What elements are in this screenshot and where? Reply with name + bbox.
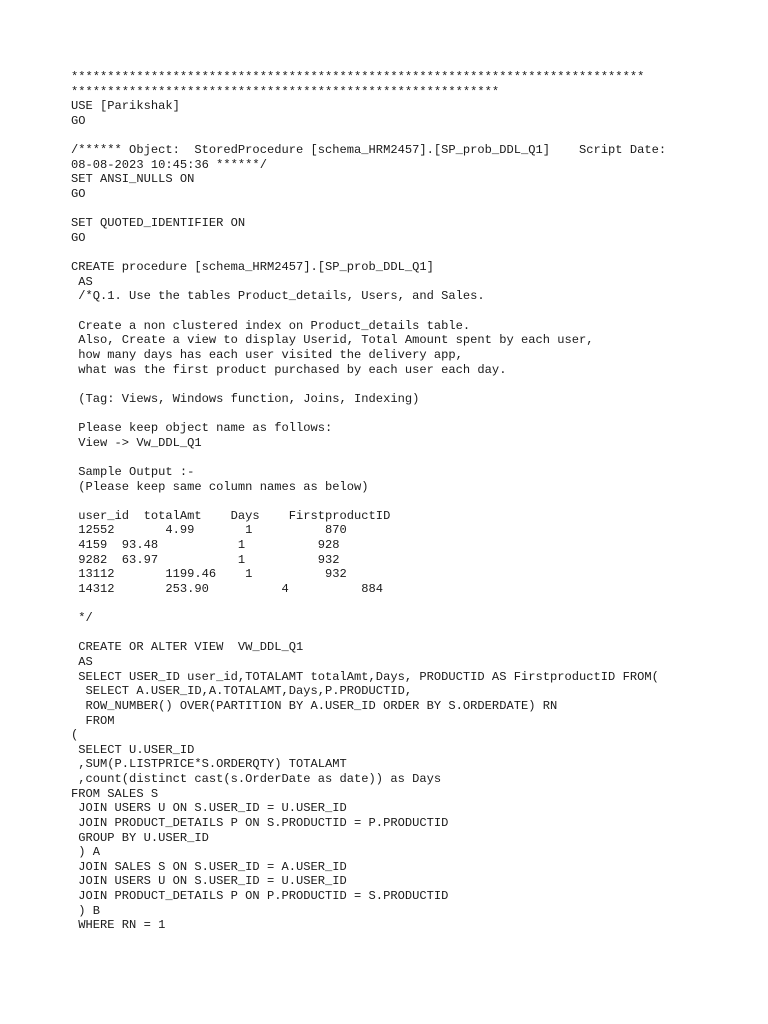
code-line	[71, 129, 731, 144]
code-line: JOIN USERS U ON S.USER_ID = U.USER_ID	[71, 874, 347, 889]
code-line: what was the first product purchased by each user each day.	[71, 362, 507, 377]
code-line: ,count(distinct cast(s.OrderDate as date)) as Days	[71, 772, 442, 786]
code-line: SET ANSI_NULLS ON	[71, 172, 195, 187]
code-line: ,SUM(P.LISTPRICE*S.ORDERQTY) TOTALAMT	[71, 757, 347, 772]
code-line: (	[71, 728, 79, 743]
code-line: 12552 4.99 1 870	[71, 523, 347, 538]
code-line: CREATE OR ALTER VIEW VW_DDL_Q1	[71, 640, 304, 655]
code-line: GO	[71, 187, 86, 201]
code-line: ) A	[71, 845, 101, 860]
code-line: (Please keep same column names as below)	[71, 479, 369, 494]
code-line	[71, 597, 731, 612]
code-line	[71, 202, 731, 217]
code-line: GO	[71, 230, 86, 245]
code-line	[71, 494, 731, 509]
code-line: JOIN SALES S ON S.USER_ID = A.USER_ID	[71, 859, 347, 874]
code-line: AS	[71, 655, 93, 669]
code-line: FROM SALES S	[71, 786, 159, 801]
code-line: Create a non clustered index on Product_details table.	[71, 318, 471, 333]
code-line: AS	[71, 274, 93, 289]
code-line: 4159 93.48 1 928	[71, 538, 340, 552]
code-line: Please keep object name as follows:	[71, 421, 333, 435]
code-line	[71, 450, 731, 465]
document-body	[71, 70, 731, 933]
code-line: ) B	[71, 903, 101, 918]
code-line: GO	[71, 113, 86, 128]
code-line: Sample Output :-	[71, 464, 195, 479]
code-line: /*Q.1. Use the tables Product_details, Users, and Sales.	[71, 289, 485, 304]
code-line: JOIN USERS U ON S.USER_ID = U.USER_ID	[71, 801, 347, 816]
code-line: CREATE procedure [schema_HRM2457].[SP_prob_DDL_Q1]	[71, 260, 434, 275]
code-line: SET QUOTED_IDENTIFIER ON	[71, 216, 246, 231]
code-line: FROM	[71, 713, 115, 728]
code-line: WHERE RN = 1	[71, 918, 166, 933]
code-line: ***********************************************************	[71, 84, 500, 99]
code-line	[71, 626, 731, 641]
code-line: user_id totalAmt Days FirstproductID	[71, 508, 391, 523]
code-line: View -> Vw_DDL_Q1	[71, 435, 202, 450]
code-line: ROW_NUMBER() OVER(PARTITION BY A.USER_ID ORDER BY S.ORDERDATE) RN	[71, 698, 558, 713]
code-line: *******************************************************************************	[71, 70, 645, 84]
code-line: 9282 63.97 1 932	[71, 552, 340, 567]
code-line	[71, 246, 731, 261]
code-line: JOIN PRODUCT_DETAILS P ON P.PRODUCTID = S.PRODUCTID	[71, 889, 449, 903]
code-line	[71, 377, 731, 392]
code-line: Also, Create a view to display Userid, Total Amount spent by each user,	[71, 333, 594, 348]
code-line: 14312 253.90 4 884	[71, 581, 384, 596]
code-line: GROUP BY U.USER_ID	[71, 830, 209, 845]
code-line: /****** Object: StoredProcedure [schema_HRM2457].[SP_prob_DDL_Q1] Script Date:	[71, 143, 667, 158]
code-line: 08-08-2023 10:45:36 ******/	[71, 157, 267, 172]
code-line: SELECT USER_ID user_id,TOTALAMT totalAmt,Days, PRODUCTID AS FirstproductID FROM(	[71, 669, 659, 684]
code-line: (Tag: Views, Windows function, Joins, Indexing)	[71, 391, 420, 406]
code-line: USE [Parikshak]	[71, 99, 180, 114]
code-line: SELECT A.USER_ID,A.TOTALAMT,Days,P.PRODUCTID,	[71, 684, 413, 699]
code-line	[71, 304, 731, 319]
code-line: 13112 1199.46 1 932	[71, 567, 347, 582]
code-line: how many days has each user visited the delivery app,	[71, 347, 463, 362]
code-line: SELECT U.USER_ID	[71, 742, 195, 757]
code-line: JOIN PRODUCT_DETAILS P ON S.PRODUCTID = P.PRODUCTID	[71, 815, 449, 830]
code-line	[71, 406, 731, 421]
code-line: */	[71, 611, 93, 626]
